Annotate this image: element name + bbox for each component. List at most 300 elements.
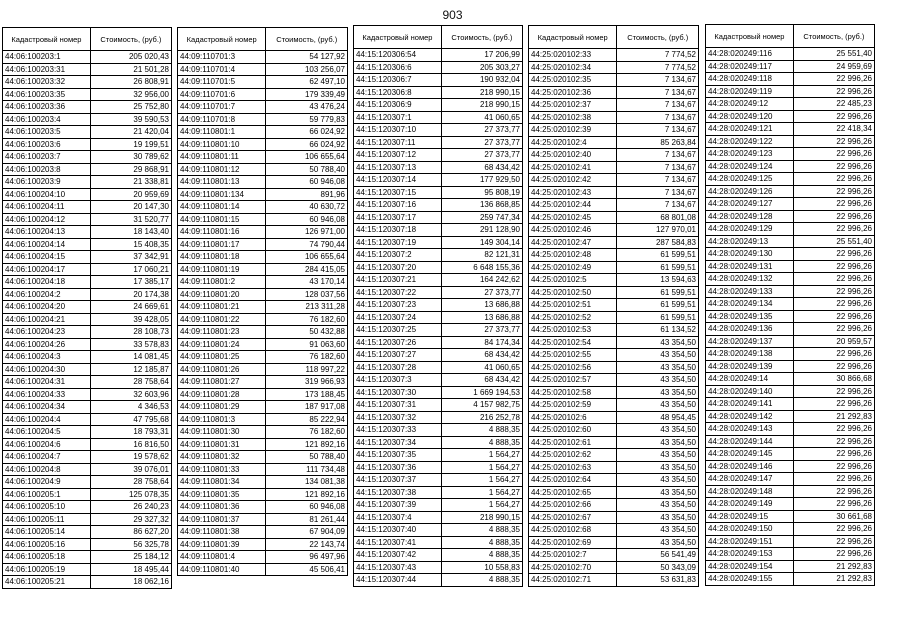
cadastral-number-cell: 44:15:120307:25 <box>354 324 442 337</box>
table-row <box>706 185 875 198</box>
cost-cell: 18 495,44 <box>90 563 171 576</box>
table-row <box>354 224 523 237</box>
cost-cell: 1 564,27 <box>441 449 522 462</box>
cost-cell: 22 996,26 <box>793 548 874 561</box>
cadastral-number-cell: 44:28:020249:133 <box>706 285 794 298</box>
cost-cell: 32 956,00 <box>90 88 171 101</box>
cost-cell: 190 932,04 <box>441 74 522 87</box>
cadastral-number-cell: 44:09:110801:1 <box>178 126 266 139</box>
table-row <box>529 274 699 287</box>
cadastral-number-cell: 44:25:020102:6 <box>529 411 617 424</box>
cadastral-number-cell: 44:25:020102:34 <box>529 61 617 74</box>
table-row <box>706 198 875 211</box>
cost-cell: 61 599,51 <box>617 299 699 312</box>
cadastral-number-cell: 44:15:120307:3 <box>354 374 442 387</box>
cost-cell: 22 996,26 <box>793 185 874 198</box>
cadastral-number-cell: 44:15:120307:23 <box>354 299 442 312</box>
cadastral-number-cell: 44:25:020102:46 <box>529 224 617 237</box>
cadastral-number-cell: 44:09:110801:34 <box>178 476 266 489</box>
cadastral-number-cell: 44:25:020102:48 <box>529 249 617 262</box>
cadastral-number-cell: 44:09:110801:23 <box>178 326 266 339</box>
cost-cell: 30 866,68 <box>793 373 874 386</box>
cadastral-number-cell: 44:15:120306:8 <box>354 86 442 99</box>
cadastral-number-cell: 44:25:020102:44 <box>529 199 617 212</box>
cadastral-number-cell: 44:06:100204:5 <box>3 426 91 439</box>
table-row <box>706 110 875 123</box>
cost-cell: 7 134,67 <box>617 124 699 137</box>
cadastral-number-cell: 44:09:110801:28 <box>178 388 266 401</box>
cost-cell: 29 868,91 <box>90 163 171 176</box>
table-row <box>3 176 172 189</box>
table-row <box>529 399 699 412</box>
cost-cell: 39 076,01 <box>90 463 171 476</box>
cadastral-number-cell: 44:06:100203:9 <box>3 176 91 189</box>
cadastral-number-cell: 44:09:110801:37 <box>178 513 266 526</box>
cost-cell: 20 147,30 <box>90 201 171 214</box>
table-row <box>529 436 699 449</box>
cost-cell: 4 888,35 <box>441 424 522 437</box>
cadastral-number-cell: 44:25:020102:42 <box>529 174 617 187</box>
cost-cell: 21 338,81 <box>90 176 171 189</box>
cost-cell: 22 996,26 <box>793 398 874 411</box>
table-row <box>706 460 875 473</box>
cost-cell: 128 037,56 <box>266 288 348 301</box>
cost-cell: 20 959,57 <box>793 335 874 348</box>
cost-cell: 43 354,50 <box>617 536 699 549</box>
cadastral-number-cell: 44:09:110801:31 <box>178 438 266 451</box>
cost-cell: 4 346,53 <box>90 401 171 414</box>
table-row <box>706 448 875 461</box>
cadastral-number-cell: 44:28:020249:120 <box>706 110 794 123</box>
cost-cell: 43 170,14 <box>266 276 348 289</box>
cadastral-number-cell: 44:28:020249:138 <box>706 348 794 361</box>
cadastral-number-cell: 44:06:100204:4 <box>3 413 91 426</box>
cadastral-number-cell: 44:25:020102:69 <box>529 536 617 549</box>
cadastral-number-cell: 44:28:020249:128 <box>706 210 794 223</box>
cadastre-table-3 <box>353 25 523 587</box>
table-row <box>354 174 523 187</box>
cadastral-number-cell: 44:09:110801:32 <box>178 451 266 464</box>
table-row <box>354 386 523 399</box>
table-row <box>178 176 348 189</box>
cost-cell: 56 325,78 <box>90 538 171 551</box>
cadastral-number-cell: 44:28:020249:143 <box>706 423 794 436</box>
cadastral-number-cell: 44:06:100204:10 <box>3 188 91 201</box>
table-row <box>529 224 699 237</box>
cadastral-number-cell: 44:28:020249:136 <box>706 323 794 336</box>
cadastral-number-cell: 44:28:020249:116 <box>706 48 794 61</box>
cadastral-number-cell: 44:28:020249:145 <box>706 448 794 461</box>
cadastral-number-cell: 44:28:020249:154 <box>706 560 794 573</box>
table-row <box>354 499 523 512</box>
table-row <box>706 98 875 111</box>
cost-cell: 21 292,83 <box>793 573 874 586</box>
table-row <box>706 423 875 436</box>
cadastral-number-cell: 44:28:020249:12 <box>706 98 794 111</box>
cost-cell: 891,96 <box>266 188 348 201</box>
cadastral-number-cell: 44:28:020249:142 <box>706 410 794 423</box>
cost-cell: 22 996,26 <box>793 423 874 436</box>
table-row <box>706 560 875 573</box>
cost-cell: 43 354,50 <box>617 474 699 487</box>
cadastral-number-cell: 44:06:100205:16 <box>3 538 91 551</box>
table-row <box>529 236 699 249</box>
cost-cell: 106 655,64 <box>266 151 348 164</box>
table-row <box>178 263 348 276</box>
cadastral-number-cell: 44:09:110801:4 <box>178 551 266 564</box>
table-row <box>3 113 172 126</box>
cost-cell: 17 060,21 <box>90 263 171 276</box>
cost-cell: 15 408,35 <box>90 238 171 251</box>
table-row <box>3 301 172 314</box>
cost-cell: 22 996,26 <box>793 523 874 536</box>
table-row <box>706 373 875 386</box>
cadastral-number-cell: 44:25:020102:70 <box>529 561 617 574</box>
cadastral-number-cell: 44:15:120307:24 <box>354 311 442 324</box>
table-row <box>354 61 523 74</box>
table-row <box>178 363 348 376</box>
cadastral-number-cell: 44:06:100204:3 <box>3 351 91 364</box>
table-row <box>529 199 699 212</box>
cadastral-number-cell: 44:25:020102:35 <box>529 74 617 87</box>
table-row <box>3 463 172 476</box>
cost-cell: 85 263,84 <box>617 136 699 149</box>
cost-cell: 62 497,10 <box>266 76 348 89</box>
cost-cell: 21 420,04 <box>90 126 171 139</box>
cost-cell: 22 996,26 <box>793 310 874 323</box>
cadastral-number-cell: 44:06:100204:13 <box>3 226 91 239</box>
page-number: 903 <box>442 8 463 22</box>
table-row <box>529 149 699 162</box>
cost-cell: 17 206,99 <box>441 49 522 62</box>
cadastral-number-cell: 44:15:120307:2 <box>354 249 442 262</box>
cadastral-number-cell: 44:09:110801:22 <box>178 313 266 326</box>
table-row <box>706 160 875 173</box>
table-row <box>354 424 523 437</box>
cadastral-number-cell: 44:06:100204:21 <box>3 313 91 326</box>
cost-cell: 43 354,50 <box>617 399 699 412</box>
cadastral-number-cell: 44:06:100205:19 <box>3 563 91 576</box>
header-cadastral-number: Кадастровый номер <box>354 26 442 49</box>
cost-cell: 218 990,15 <box>441 99 522 112</box>
table-row <box>354 74 523 87</box>
cadastral-number-cell: 44:28:020249:153 <box>706 548 794 561</box>
cadastral-number-cell: 44:06:100203:5 <box>3 126 91 139</box>
table-row <box>706 573 875 586</box>
table-row <box>529 286 699 299</box>
cadastral-number-cell: 44:28:020249:130 <box>706 248 794 261</box>
cost-cell: 68 434,42 <box>441 161 522 174</box>
cadastral-number-cell: 44:25:020102:40 <box>529 149 617 162</box>
cadastral-number-cell: 44:09:110801:15 <box>178 213 266 226</box>
table-row <box>3 563 172 576</box>
cost-cell: 22 485,23 <box>793 98 874 111</box>
cadastral-number-cell: 44:09:110801:24 <box>178 338 266 351</box>
table-row <box>354 399 523 412</box>
cadastral-number-cell: 44:06:100205:11 <box>3 513 91 526</box>
table-row <box>354 486 523 499</box>
table-row <box>354 111 523 124</box>
cost-cell: 20 174,38 <box>90 288 171 301</box>
table-row <box>3 413 172 426</box>
cadastral-number-cell: 44:28:020249:129 <box>706 223 794 236</box>
cadastral-number-cell: 44:15:120307:4 <box>354 511 442 524</box>
table-row <box>706 523 875 536</box>
cost-cell: 48 954,45 <box>617 411 699 424</box>
cost-cell: 287 584,83 <box>617 236 699 249</box>
cost-cell: 45 506,41 <box>266 563 348 576</box>
cost-cell: 37 342,91 <box>90 251 171 264</box>
cadastral-number-cell: 44:06:100204:26 <box>3 338 91 351</box>
cadastral-number-cell: 44:06:100203:1 <box>3 51 91 64</box>
cost-cell: 4 888,35 <box>441 574 522 587</box>
cost-cell: 19 578,62 <box>90 451 171 464</box>
cost-cell: 1 564,27 <box>441 486 522 499</box>
cost-cell: 22 996,26 <box>793 435 874 448</box>
cadastral-number-cell: 44:28:020249:124 <box>706 160 794 173</box>
table-row <box>3 101 172 114</box>
cost-cell: 4 888,35 <box>441 536 522 549</box>
table-row <box>354 524 523 537</box>
cadastral-number-cell: 44:25:020102:43 <box>529 186 617 199</box>
cost-cell: 14 081,45 <box>90 351 171 364</box>
cost-cell: 33 578,83 <box>90 338 171 351</box>
table-row <box>178 551 348 564</box>
cadastral-number-cell: 44:15:120307:37 <box>354 474 442 487</box>
table-row <box>178 51 348 64</box>
cost-cell: 22 996,26 <box>793 110 874 123</box>
table-row <box>3 263 172 276</box>
table-row <box>178 88 348 101</box>
cost-cell: 205 020,43 <box>90 51 171 64</box>
cost-cell: 27 373,77 <box>441 124 522 137</box>
cost-cell: 177 929,50 <box>441 174 522 187</box>
table-row <box>529 136 699 149</box>
table-row <box>3 338 172 351</box>
table-row <box>354 574 523 587</box>
cadastral-number-cell: 44:09:110801:134 <box>178 188 266 201</box>
cadastral-number-cell: 44:25:020102:62 <box>529 449 617 462</box>
cost-cell: 85 222,94 <box>266 413 348 426</box>
cadastral-number-cell: 44:28:020249:123 <box>706 148 794 161</box>
table-row <box>529 111 699 124</box>
table-row <box>529 74 699 87</box>
table-row <box>706 210 875 223</box>
cost-cell: 1 564,27 <box>441 461 522 474</box>
cost-cell: 118 997,22 <box>266 363 348 376</box>
cost-cell: 81 261,44 <box>266 513 348 526</box>
cadastral-number-cell: 44:25:020102:61 <box>529 436 617 449</box>
table-row <box>3 138 172 151</box>
cost-cell: 27 373,77 <box>441 324 522 337</box>
table-row <box>706 498 875 511</box>
cadastral-number-cell: 44:28:020249:117 <box>706 60 794 73</box>
cost-cell: 29 327,32 <box>90 513 171 526</box>
cost-cell: 12 185,87 <box>90 363 171 376</box>
table-row <box>529 49 699 62</box>
cadastral-number-cell: 44:09:110801:18 <box>178 251 266 264</box>
cost-cell: 27 373,77 <box>441 149 522 162</box>
cost-cell: 164 242,62 <box>441 274 522 287</box>
cost-cell: 25 551,40 <box>793 235 874 248</box>
cadastral-number-cell: 44:15:120307:22 <box>354 286 442 299</box>
cost-cell: 41 060,65 <box>441 361 522 374</box>
table-row <box>529 261 699 274</box>
cost-cell: 7 134,67 <box>617 86 699 99</box>
cost-cell: 26 808,91 <box>90 76 171 89</box>
cost-cell: 22 996,26 <box>793 210 874 223</box>
cost-cell: 22 996,26 <box>793 73 874 86</box>
table-row <box>3 351 172 364</box>
cost-cell: 91 063,60 <box>266 338 348 351</box>
table-row <box>529 311 699 324</box>
cost-cell: 61 599,51 <box>617 261 699 274</box>
table-row <box>3 188 172 201</box>
table-row <box>3 251 172 264</box>
cadastral-number-cell: 44:09:110801:25 <box>178 351 266 364</box>
cost-cell: 22 996,26 <box>793 460 874 473</box>
cost-cell: 10 558,83 <box>441 561 522 574</box>
table-row <box>706 73 875 86</box>
cost-cell: 43 354,50 <box>617 386 699 399</box>
cost-cell: 22 996,26 <box>793 385 874 398</box>
cadastral-number-cell: 44:28:020249:149 <box>706 498 794 511</box>
table-row <box>354 274 523 287</box>
table-row <box>354 261 523 274</box>
cost-cell: 50 788,40 <box>266 163 348 176</box>
table-row <box>706 248 875 261</box>
table-row <box>3 551 172 564</box>
cadastral-number-cell: 44:15:120306:9 <box>354 99 442 112</box>
table-row <box>3 376 172 389</box>
cadastral-number-cell: 44:25:020102:7 <box>529 549 617 562</box>
cadastral-number-cell: 44:06:100205:1 <box>3 488 91 501</box>
cadastral-number-cell: 44:25:020102:4 <box>529 136 617 149</box>
table-row <box>706 348 875 361</box>
cost-cell: 27 373,77 <box>441 136 522 149</box>
table-row <box>529 524 699 537</box>
cadastral-number-cell: 44:15:120307:34 <box>354 436 442 449</box>
cadastral-number-cell: 44:25:020102:68 <box>529 524 617 537</box>
cadastre-table-5 <box>705 24 875 586</box>
cadastral-number-cell: 44:15:120307:20 <box>354 261 442 274</box>
table-row <box>354 99 523 112</box>
table-row <box>706 123 875 136</box>
cadastral-number-cell: 44:06:100204:17 <box>3 263 91 276</box>
cost-cell: 66 024,92 <box>266 126 348 139</box>
cost-cell: 319 966,93 <box>266 376 348 389</box>
cadastral-number-cell: 44:09:110801:29 <box>178 401 266 414</box>
cost-cell: 41 060,65 <box>441 111 522 124</box>
table-row <box>529 186 699 199</box>
cadastral-number-cell: 44:15:120307:16 <box>354 199 442 212</box>
header-cadastral-number: Кадастровый номер <box>706 25 794 48</box>
cadastre-table-1 <box>2 27 172 589</box>
cadastral-number-cell: 44:15:120307:19 <box>354 236 442 249</box>
table-row <box>178 151 348 164</box>
table-row <box>706 335 875 348</box>
table-row <box>706 485 875 498</box>
cost-cell: 216 252,78 <box>441 411 522 424</box>
table-row <box>178 563 348 576</box>
cost-cell: 74 790,44 <box>266 238 348 251</box>
cadastral-number-cell: 44:28:020249:131 <box>706 260 794 273</box>
cadastral-number-cell: 44:28:020249:126 <box>706 185 794 198</box>
table-row <box>178 388 348 401</box>
table-row <box>354 86 523 99</box>
cost-cell: 43 354,50 <box>617 486 699 499</box>
cost-cell: 22 996,26 <box>793 85 874 98</box>
cadastral-number-cell: 44:25:020102:39 <box>529 124 617 137</box>
table-row <box>178 501 348 514</box>
cadastral-number-cell: 44:06:100204:11 <box>3 201 91 214</box>
cadastral-number-cell: 44:25:020102:50 <box>529 286 617 299</box>
cost-cell: 43 354,50 <box>617 524 699 537</box>
table-row <box>354 549 523 562</box>
cadastral-number-cell: 44:25:020102:53 <box>529 324 617 337</box>
table-row <box>706 360 875 373</box>
table-row <box>354 461 523 474</box>
cadastral-number-cell: 44:25:020102:64 <box>529 474 617 487</box>
table-row <box>3 576 172 589</box>
cadastral-number-cell: 44:06:100203:7 <box>3 151 91 164</box>
cost-cell: 61 599,51 <box>617 286 699 299</box>
cost-cell: 43 354,50 <box>617 499 699 512</box>
table-row <box>706 435 875 448</box>
table-row <box>529 374 699 387</box>
cadastral-number-cell: 44:28:020249:132 <box>706 273 794 286</box>
cost-cell: 76 182,60 <box>266 426 348 439</box>
cadastral-number-cell: 44:09:110801:40 <box>178 563 266 576</box>
table-row <box>178 63 348 76</box>
table-row <box>529 536 699 549</box>
table-row <box>3 513 172 526</box>
cadastral-number-cell: 44:25:020102:60 <box>529 424 617 437</box>
cadastral-number-cell: 44:06:100204:12 <box>3 213 91 226</box>
table-row <box>529 336 699 349</box>
table-row <box>529 411 699 424</box>
table-row <box>178 376 348 389</box>
cost-cell: 53 631,83 <box>617 574 699 587</box>
header-cost: Стоимость, (руб.) <box>617 26 699 49</box>
table-row <box>706 385 875 398</box>
cadastral-number-cell: 44:09:110801:39 <box>178 538 266 551</box>
cadastre-table-4 <box>528 25 699 587</box>
cost-cell: 54 127,92 <box>266 51 348 64</box>
table-row <box>706 310 875 323</box>
cadastral-number-cell: 44:15:120307:33 <box>354 424 442 437</box>
cost-cell: 7 134,67 <box>617 149 699 162</box>
table-row <box>3 426 172 439</box>
cadastral-number-cell: 44:25:020102:36 <box>529 86 617 99</box>
table-row <box>178 313 348 326</box>
cost-cell: 187 917,08 <box>266 401 348 414</box>
cost-cell: 121 892,16 <box>266 438 348 451</box>
table-row <box>178 438 348 451</box>
cadastral-number-cell: 44:06:100204:2 <box>3 288 91 301</box>
cost-cell: 30 661,68 <box>793 510 874 523</box>
cost-cell: 22 996,26 <box>793 198 874 211</box>
table-row <box>529 61 699 74</box>
table-row <box>354 336 523 349</box>
table-row <box>178 76 348 89</box>
cadastral-number-cell: 44:09:110801:35 <box>178 488 266 501</box>
cost-cell: 68 434,42 <box>441 349 522 362</box>
cadastral-number-cell: 44:28:020249:155 <box>706 573 794 586</box>
cadastral-number-cell: 44:28:020249:139 <box>706 360 794 373</box>
cost-cell: 82 121,31 <box>441 249 522 262</box>
cost-cell: 60 946,08 <box>266 501 348 514</box>
